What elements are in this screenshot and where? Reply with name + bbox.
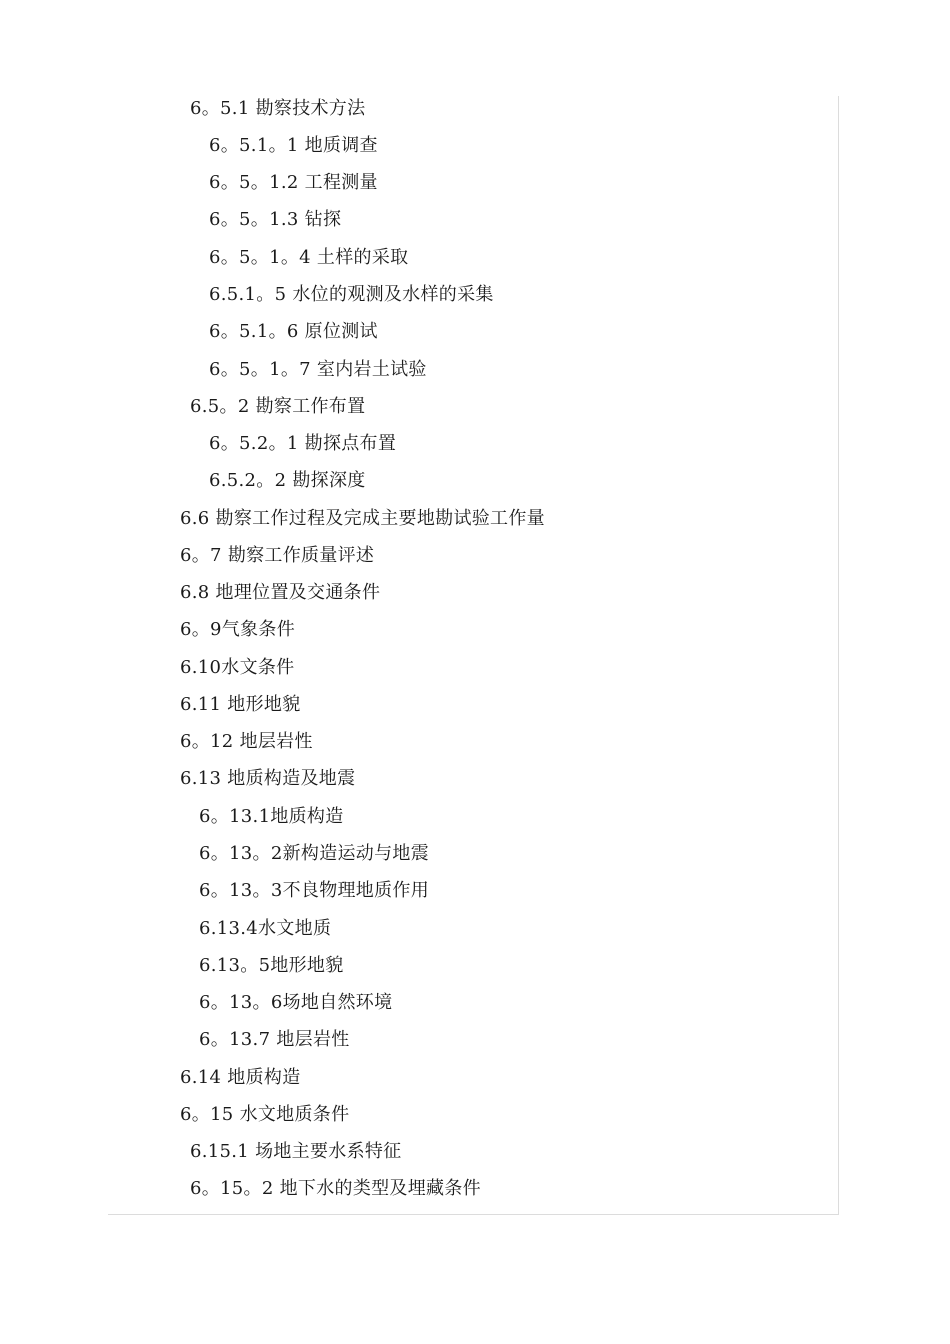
toc-entry: 6。9气象条件 [180, 619, 296, 640]
toc-entry: 6。13。2新构造运动与地震 [199, 843, 430, 864]
toc-entry: 6。7 勘察工作质量评述 [180, 545, 375, 566]
toc-entry: 6.5.1。5 水位的观测及水样的采集 [209, 284, 494, 305]
toc-entry: 6。5。1。4 土样的采取 [209, 247, 409, 268]
toc-entry: 6。5。1.3 钻探 [209, 209, 342, 230]
toc-entry: 6.6 勘察工作过程及完成主要地勘试验工作量 [180, 508, 545, 529]
toc-entry: 6.13。5地形地貌 [199, 955, 344, 976]
toc-entry: 6。5。1。7 室内岩土试验 [209, 359, 427, 380]
toc-entry: 6。5.2。1 勘探点布置 [209, 433, 397, 454]
toc-entry: 6。5.1 勘察技术方法 [190, 98, 366, 119]
toc-entry: 6.8 地理位置及交通条件 [180, 582, 381, 603]
toc-entry: 6。13.7 地层岩性 [199, 1029, 350, 1050]
toc-entry: 6。15 水文地质条件 [180, 1104, 350, 1125]
toc-entry: 6。13.1地质构造 [199, 806, 344, 827]
toc-entry: 6。5.1。1 地质调查 [209, 135, 378, 156]
toc-entry: 6。13。3不良物理地质作用 [199, 880, 430, 901]
toc-entry: 6。15。2 地下水的类型及埋藏条件 [190, 1178, 481, 1199]
toc-entry: 6。5.1。6 原位测试 [209, 321, 378, 342]
toc-entry: 6。12 地层岩性 [180, 731, 313, 752]
toc-entry: 6.15.1 场地主要水系特征 [190, 1141, 402, 1162]
toc-entry: 6。13。6场地自然环境 [199, 992, 393, 1013]
toc-entry: 6.10水文条件 [180, 657, 295, 678]
toc-entry: 6。5。1.2 工程测量 [209, 172, 378, 193]
toc-entry: 6.14 地质构造 [180, 1067, 301, 1088]
toc-entry: 6.13.4水文地质 [199, 918, 332, 939]
toc-entry: 6.5.2。2 勘探深度 [209, 470, 366, 491]
toc-entry: 6.5。2 勘察工作布置 [190, 396, 366, 417]
toc-entry: 6.11 地形地貌 [180, 694, 301, 715]
toc-entry: 6.13 地质构造及地震 [180, 768, 356, 789]
